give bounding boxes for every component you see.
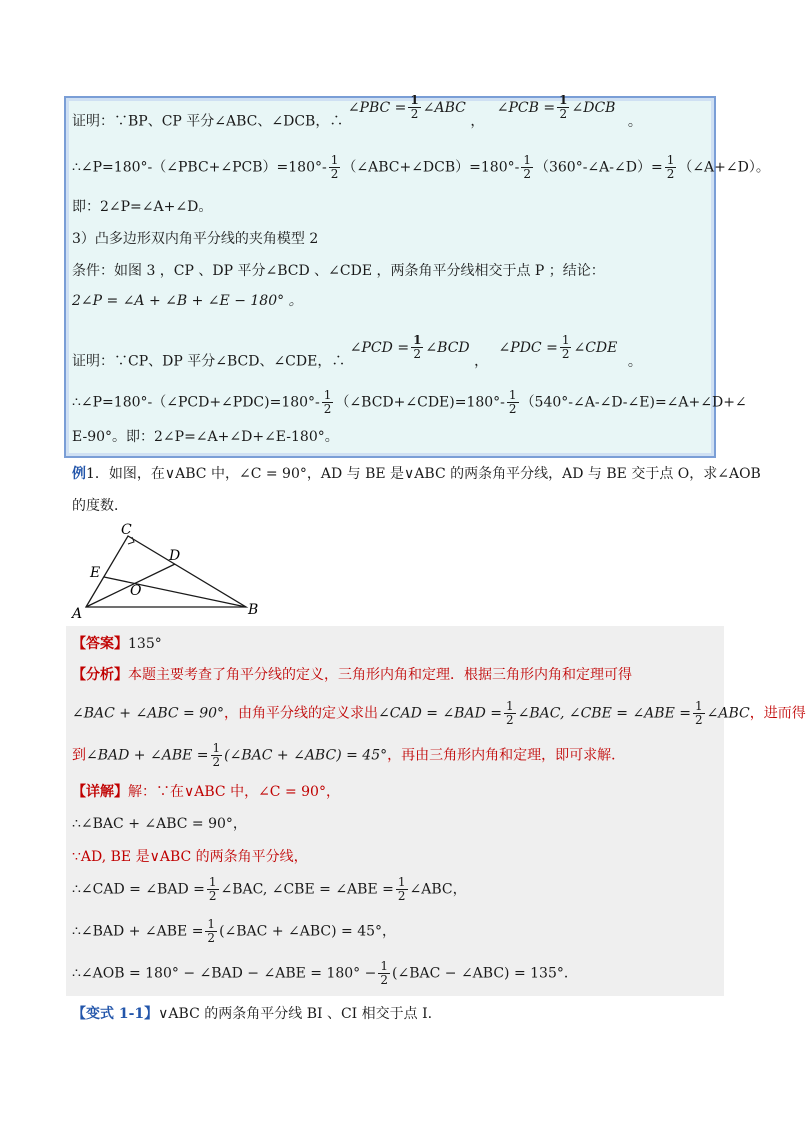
detail-tag: 【详解】 [72,784,128,800]
answer-tag: 【答案】 [72,636,128,652]
analysis-tag: 【分析】 [72,667,128,683]
proof2-line1: 证明：∵CP、DP 平分∠BCD、∠CDE，∴ ∠PCD = $\frac{1}{2}$ ∠BCD ， ∠PDC = $\frac{1}{2}$ ∠CDE 。 [72,333,642,370]
variant-line [72,1003,432,1023]
proof2-pdc-formula: ∠PDC = $\frac{1}{2}$ ∠CDE [498,333,618,361]
detail-line6: ∴∠AOB = 180° − ∠BAD − ∠ABE = 180° − $\frac{1}{2}$ (∠BAC − ∠ABC) = 135°． [72,959,578,987]
example-label: 例 [72,466,86,482]
proof1-line1: 证明：∵BP、CP 平分∠ABC、∠DCB，∴ ∠PBC = $\frac{1}{2}$ ∠ABC ， ∠PCB = $\frac{1}{2}$ ∠DCB 。 [72,93,642,130]
triangle-figure [68,522,268,622]
answer-line [72,633,162,653]
example-line1: 例1．如图，在∨ABC 中，∠C = 90°，AD 与 BE 是∨ABC 的两条角平分线，AD 与 BE 交于点 O，求∠AOB [72,466,761,482]
label-e: E [90,565,101,581]
answer-value: 135° [128,636,162,652]
analysis-line2: ∠BAC + ∠ABC = 90°，由角平分线的定义求出∠CAD = ∠BAD = $\frac{1}{2}$ ∠BAC, ∠CBE = ∠ABE = $\frac{1}{2}$ ∠ABC，进而得 [72,699,806,727]
proof1-lead: 证明：∵BP、CP 平分∠ABC、∠DCB，∴ [72,113,344,130]
detail-line3: ∵AD, BE 是∨ABC 的两条角平分线， [72,849,308,865]
condition-formula: 2∠P = ∠A + ∠B + ∠E − 180° 。 [72,293,303,309]
model-title: 3）凸多边形双内角平分线的夹角模型 2 [72,231,319,247]
condition-line: 条件：如图 3 ，CP 、DP 平分∠BCD 、∠CDE ，两条角平分线相交于点 P ；结论： [72,263,605,279]
label-o: O [130,583,142,599]
variant-text: ∨ABC 的两条角平分线 BI 、CI 相交于点 I. [158,1006,433,1022]
proof1-pbc-formula: ∠PBC = $\frac{1}{2}$ ∠ABC [347,93,466,121]
label-a: A [72,606,83,622]
proof2-pcd-formula: ∠PCD = $\frac{1}{2}$ ∠BCD [349,333,470,361]
proof1-line3: 即：2∠P=∠A+∠D。 [72,199,213,215]
proof1-pcb-formula: ∠PCB = $\frac{1}{2}$ ∠DCB [496,93,616,121]
proof1-line2: ∴∠P=180°-（∠PBC+∠PCB）=180°- $\frac{1}{2}$ （∠ABC+∠DCB）=180°- $\frac{1}{2}$ （360°-∠A-∠D）= $\frac{1}{2}$ （∠A+∠D）。 [72,153,770,181]
example-line2: 的度数． [72,498,128,514]
analysis-line3: 到∠BAD + ∠ABE = $\frac{1}{2}$ (∠BAC + ∠ABC) = 45°，再由三角形内角和定理，即可求解． [72,741,626,769]
bisector-be [104,577,246,607]
proof2-line3: E-90°。即：2∠P=∠A+∠D+∠E-180°。 [72,429,339,445]
triangle-abc [86,536,246,607]
label-c: C [121,522,132,538]
proof2-line2: ∴∠P=180°-（∠PCD+∠PDC)=180°- $\frac{1}{2}$ （∠BCD+∠CDE)=180°- $\frac{1}{2}$ （540°-∠A-∠D-∠E)=∠A+∠D+∠ [72,388,747,416]
label-b: B [248,602,259,618]
detail-line5: ∴∠BAD + ∠ABE = $\frac{1}{2}$ (∠BAC + ∠ABC) = 45°， [72,917,397,945]
analysis-line1: 【分析】本题主要考查了角平分线的定义，三角形内角和定理．根据三角形内角和定理可得 [72,667,632,683]
label-d: D [169,548,181,564]
detail-line2: ∴∠BAC + ∠ABC = 90°， [72,816,247,832]
detail-line4: ∴∠CAD = ∠BAD = $\frac{1}{2}$ ∠BAC, ∠CBE = ∠ABE = $\frac{1}{2}$ ∠ABC， [72,875,467,903]
detail-line1: 【详解】解：∵在∨ABC 中，∠C = 90°， [72,784,340,800]
variant-tag: 【变式 1-1】 [72,1006,159,1022]
